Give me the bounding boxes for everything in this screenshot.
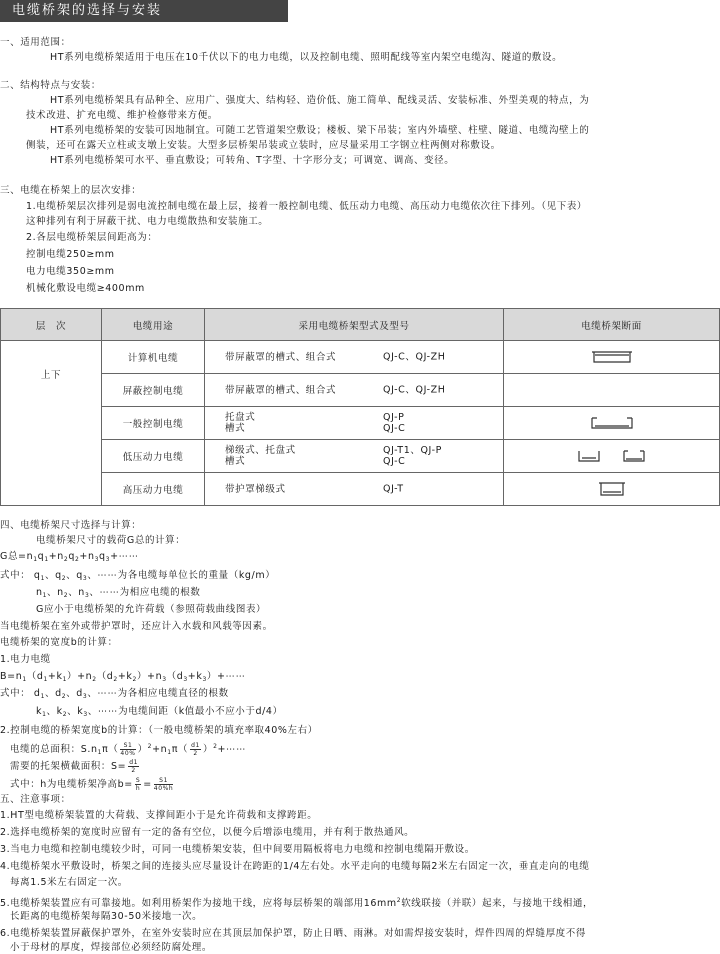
header-cable-use: 电缆用途 xyxy=(102,309,205,341)
section-3-line-6: 机械化敷设电缆≥400mm xyxy=(26,283,145,294)
table-header-row xyxy=(1,309,720,341)
tray-type-cell xyxy=(205,407,504,440)
width-formula-legend-k: $k_1$、$k_2$、$k_3$、⋯⋯为电缆间距（k值最小不应小于d/4） xyxy=(36,706,283,718)
covered-trough-section-icon xyxy=(589,350,635,364)
section-3-line-3: 2.各层电缆桥架层间距高为： xyxy=(26,232,158,243)
section-3-heading: 三、电缆在桥架上的层次安排： xyxy=(0,185,142,196)
section-3-line-2: 这种排列有利于屏蔽干扰、电力电缆散热和安装施工。 xyxy=(26,216,269,227)
outdoor-load-note: 当电缆桥架在室外或带护罩时，还应计入水载和风载等因素。 xyxy=(0,621,273,632)
model-code: QJ-T1、QJ-P QJ-C xyxy=(383,445,442,467)
section-2-line-2: 技术改进、扩充电缆、维护检修带来方便。 xyxy=(26,110,218,121)
table-row xyxy=(1,374,720,407)
cable-use-cell: 计算机电缆 xyxy=(102,341,205,374)
note-1: 1.HT型电缆桥架装置的大荷载、支撑间距小于是允许荷载和支撑跨距。 xyxy=(0,810,318,821)
note-6-line-1: 6.电缆桥架装置屏蔽保护罩外，在室外安装时应在其顶层加保护罩，防止日晒、雨淋。对如需焊接安装时，焊件四周的焊缝厚度不得 xyxy=(0,928,586,939)
tray-section-icon xyxy=(622,449,646,463)
section-2-line-1: HT系列电缆桥架具有品种全、应用广、强度大、结构轻、造价低、施工简单、配线灵活、安装标准、外型美观的特点，为 xyxy=(50,95,590,106)
section-diagram-cell xyxy=(504,440,720,473)
section-diagram-cell xyxy=(504,473,720,506)
model-code: QJ-P QJ-C xyxy=(383,412,406,434)
tray-type-cell xyxy=(205,374,504,407)
cable-use-cell: 屏蔽控制电缆 xyxy=(102,374,205,407)
tray-type-line: 带护罩梯级式 xyxy=(225,483,286,495)
note-4-line-2: 每离1.5米左右固定一次。 xyxy=(10,877,128,888)
header-tray-section: 电缆桥架断面 xyxy=(504,309,720,341)
section-1-text: HT系列电缆桥架适用于电压在10千伏以下的电力电缆，以及控制电缆、照明配线等室内架空电缆沟、隧道的敷设。 xyxy=(50,52,563,63)
section-4-heading: 四、电缆桥架尺寸选择与计算： xyxy=(0,520,142,531)
section-diagram-cell xyxy=(504,341,720,374)
note-3: 3.当电力电缆和控制电缆较少时，可同一电缆桥架安装，但中间要用隔板将电力电缆和控制电缆隔开敷设。 xyxy=(0,844,475,855)
section-diagram-cell xyxy=(504,407,720,440)
table-row xyxy=(1,341,720,374)
cable-use-cell: 一般控制电缆 xyxy=(102,407,205,440)
tray-type-line: 槽式 xyxy=(225,423,246,434)
table-row xyxy=(1,407,720,440)
load-calc-title: 电缆桥架尺寸的载荷G总的计算： xyxy=(36,535,186,546)
tray-type-line: 带屏蔽罩的槽式、组合式 xyxy=(225,384,337,396)
note-2: 2.选择电缆桥架的宽度时应留有一定的备有空位，以便今后增添电缆用，并有利于散热通风。 xyxy=(0,827,415,838)
header-layer: 层 次 xyxy=(1,309,102,341)
cable-use-cell: 低压动力电缆 xyxy=(102,440,205,473)
model-code: QJ-C、QJ-ZH xyxy=(383,384,446,396)
section-3-line-1: 1.电缆桥架层次排列是弱电流控制电缆在最上层，接着一般控制电缆、低压动力电缆、高压动力电缆依次往下排列。（见下表） xyxy=(26,201,588,212)
table-row xyxy=(1,440,720,473)
section-3-line-5: 电力电缆350≥mm xyxy=(26,266,115,277)
load-formula: G总$=n_1q_1+n_2q_2+n_3q_3+\cdots\cdots$ xyxy=(0,551,139,563)
model-code: QJ-C、QJ-ZH xyxy=(383,351,446,363)
cable-use-cell: 高压动力电缆 xyxy=(102,473,205,506)
section-2-line-5: HT系列电缆桥架可水平、垂直敷设；可转角、T字型、十字形分支；可调宽、调高、变径。 xyxy=(50,155,455,166)
tray-width-formula: 式中：h为电缆桥架净高b= $\frac{S}{h}$ = $\frac{S1}{40\%h}$ xyxy=(10,777,174,792)
tray-type-cell xyxy=(205,341,504,374)
control-cable-width-title: 2.控制电缆的桥架宽度b的计算：（一般电缆桥架的填充率取40%左右） xyxy=(0,725,318,736)
section-2-heading: 二、结构特点与安装： xyxy=(0,80,102,91)
load-limit-note: G应小于电缆桥架的允许荷载（参照荷载曲线图表） xyxy=(36,604,267,615)
page-title: 电缆桥架的选择与安装 xyxy=(0,0,288,22)
section-5-heading: 五、注意事项： xyxy=(0,794,71,805)
header-tray-type: 采用电缆桥架型式及型号 xyxy=(205,309,504,341)
covered-ladder-section-icon xyxy=(597,481,627,497)
load-formula-legend-q: 式中： $q_1$、$q_2$、$q_3$、⋯⋯为各电缆每单位长的重量（kg/m） xyxy=(0,570,276,582)
trough-section-icon xyxy=(589,416,635,430)
section-1-heading: 一、适用范围： xyxy=(0,37,71,48)
width-formula-legend-d: 式中： $d_1$、$d_2$、$d_3$、⋯⋯为各相应电缆直径的根数 xyxy=(0,688,229,700)
power-cable-subtitle: 1.电力电缆 xyxy=(0,654,51,665)
note-5-line-2: 长距离的电缆桥架每隔30-50米接地一次。 xyxy=(10,911,203,922)
table-row xyxy=(1,473,720,506)
note-6-line-2: 小于母材的厚度，焊接部位必须经防腐处理。 xyxy=(10,942,213,953)
note-5-line-1: 5.电缆桥架装置应有可靠接地。如利用桥架作为接地干线，应将每层桥架的端部用$16mm^2$软线联接（并联）起来，与接地干线相通， xyxy=(0,897,594,910)
note-4-line-1: 4.电缆桥架水平敷设时，桥架之间的连接头应尽量设计在跨距的1/4左右处。水平走向的电缆每隔2米左右固定一次，垂直走向的电缆 xyxy=(0,861,590,872)
width-formula: $B=n_1(d_1+k_1)+n_2(d_2+k_2)+n_3(d_3+k_3)+\cdots\cdots$ xyxy=(0,671,246,683)
tray-type-line: 带屏蔽罩的槽式、组合式 xyxy=(225,351,337,363)
model-code: QJ-T xyxy=(383,483,404,495)
tray-type-cell xyxy=(205,473,504,506)
ladder-section-icon xyxy=(577,449,601,463)
tray-area-formula: 需要的托架横截面积：S= $\frac{d1}{2}$ xyxy=(10,759,139,774)
section-2-line-4: 侧装，还可在露天立柱或支墩上安装。大型多层桥架吊装或立装时，应尽量采用工字钢立柱两侧对称敷设。 xyxy=(26,140,501,151)
width-calc-title: 电缆桥架的宽度b的计算： xyxy=(0,637,118,648)
section-3-line-4: 控制电缆250≥mm xyxy=(26,249,115,260)
tray-type-cell xyxy=(205,440,504,473)
tray-type-line: 托盘式 xyxy=(225,412,256,423)
total-area-formula: 电缆的总面积：$S.n_1\pi$（ $\frac{S1}{40\%}$ ）$^2+n_1\pi$（ $\frac{d1}{2}$ ）$^2$+⋯⋯ xyxy=(10,742,247,758)
load-formula-legend-n: $n_1$、$n_2$、$n_3$、⋯⋯为相应电缆的根数 xyxy=(36,587,201,599)
layer-cell: 上下 xyxy=(1,341,102,506)
cable-tray-table xyxy=(0,308,720,506)
tray-type-line: 梯级式、托盘式 xyxy=(225,445,296,456)
section-diagram-cell xyxy=(504,374,720,407)
tray-type-line: 槽式 xyxy=(225,456,246,467)
section-2-line-3: HT系列电缆桥架的安装可因地制宜。可随工艺管道架空敷设；楼板、梁下吊装；室内外墙壁、柱壁、隧道、电缆沟壁上的 xyxy=(50,125,590,136)
